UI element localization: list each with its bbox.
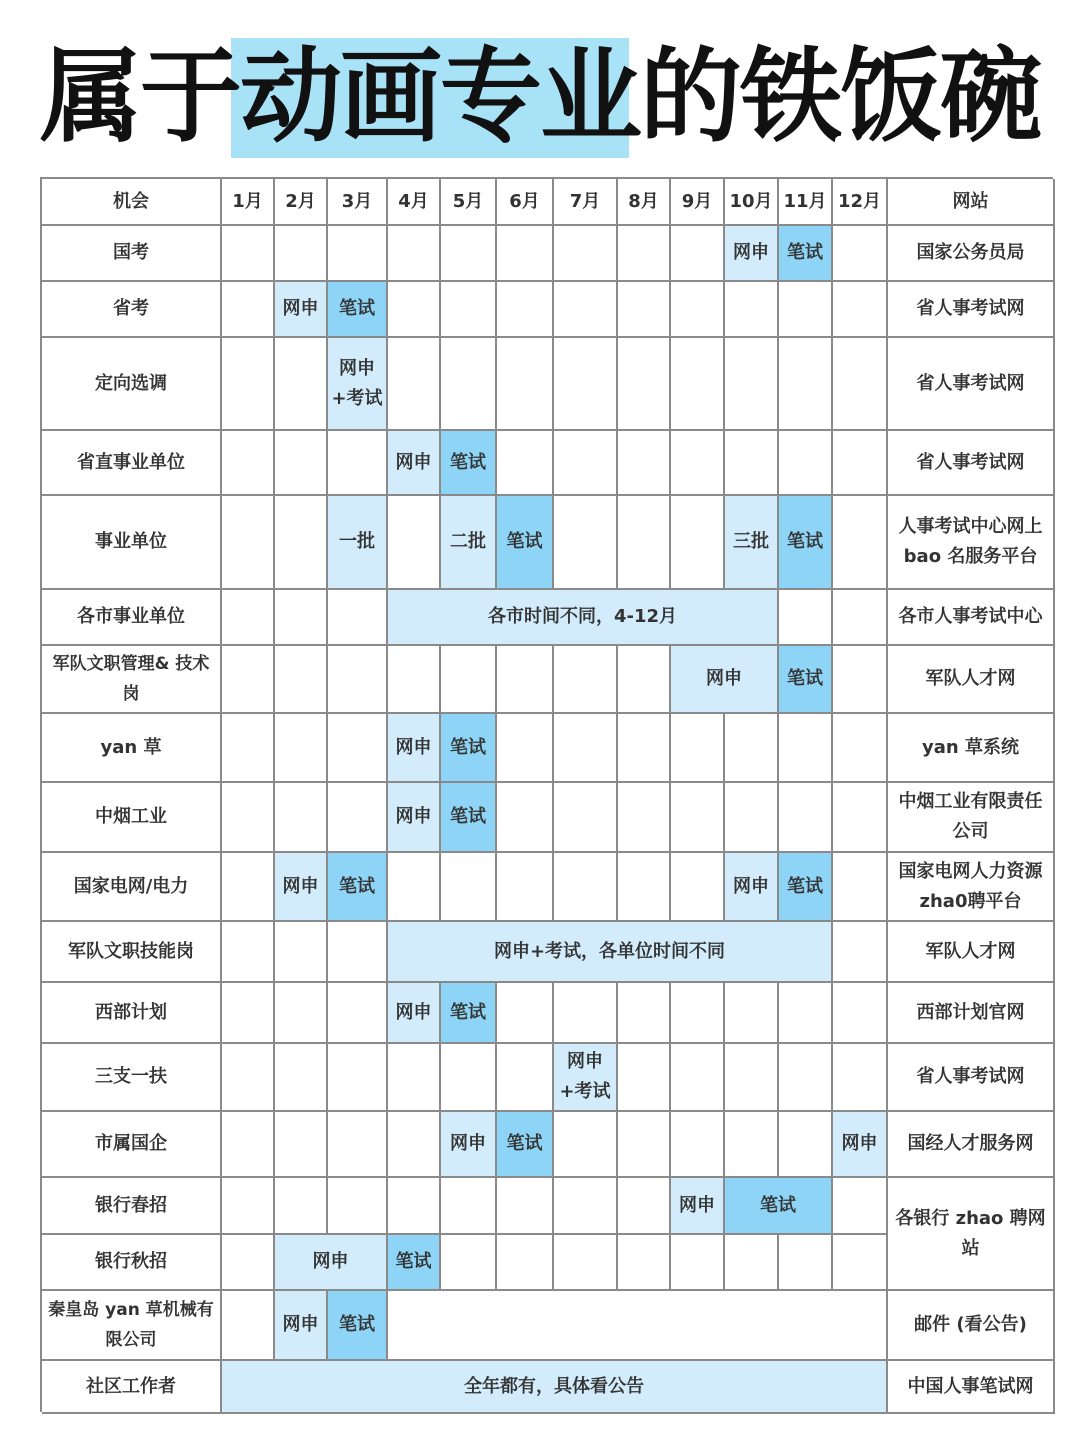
empty-cell — [554, 1178, 618, 1235]
empty-cell — [222, 853, 275, 922]
page-title: 属于动画专业的铁饭碗 — [40, 38, 1040, 157]
empty-cell — [275, 590, 328, 646]
empty-cell — [441, 282, 497, 338]
empty-cell — [725, 983, 779, 1044]
empty-cell — [497, 646, 554, 714]
row-name: 省直事业单位 — [42, 431, 222, 496]
empty-cell — [779, 1235, 833, 1291]
empty-cell — [497, 783, 554, 853]
empty-cell — [833, 496, 888, 590]
empty-cell — [671, 282, 725, 338]
website-cell: 各市人事考试中心 — [888, 590, 1055, 646]
empty-cell — [275, 226, 328, 282]
empty-cell — [618, 853, 671, 922]
empty-cell — [833, 1178, 888, 1235]
schedule-cell: 笔试 — [328, 853, 388, 922]
empty-cell — [671, 983, 725, 1044]
empty-cell — [725, 282, 779, 338]
website-cell: 军队人才网 — [888, 922, 1055, 983]
empty-cell — [833, 983, 888, 1044]
empty-cell — [441, 853, 497, 922]
empty-cell — [497, 1235, 554, 1291]
schedule-cell: 笔试 — [497, 496, 554, 590]
header-month: 9月 — [671, 179, 725, 226]
empty-cell — [833, 714, 888, 783]
empty-cell — [328, 226, 388, 282]
row-name: 市属国企 — [42, 1112, 222, 1178]
empty-cell — [671, 783, 725, 853]
empty-cell — [618, 783, 671, 853]
schedule-cell: 网申 — [388, 983, 441, 1044]
empty-cell — [328, 1112, 388, 1178]
empty-cell — [222, 1235, 275, 1291]
empty-cell — [497, 853, 554, 922]
empty-cell — [328, 714, 388, 783]
website-cell: 西部计划官网 — [888, 983, 1055, 1044]
empty-cell — [328, 1178, 388, 1235]
empty-cell — [554, 1235, 618, 1291]
empty-cell — [388, 496, 441, 590]
website-cell: 国家电网人力资源zha0聘平台 — [888, 853, 1055, 922]
schedule-cell: 笔试 — [441, 714, 497, 783]
empty-cell — [779, 1044, 833, 1112]
row-name: 社区工作者 — [42, 1361, 222, 1414]
empty-cell — [833, 338, 888, 431]
website-cell: 省人事考试网 — [888, 1044, 1055, 1112]
empty-cell — [222, 1044, 275, 1112]
empty-cell — [388, 646, 441, 714]
website-cell: 省人事考试网 — [888, 338, 1055, 431]
empty-cell — [328, 1044, 388, 1112]
empty-cell — [222, 783, 275, 853]
empty-cell — [441, 1235, 497, 1291]
empty-cell — [618, 431, 671, 496]
empty-cell — [222, 431, 275, 496]
empty-cell — [671, 853, 725, 922]
empty-cell — [388, 282, 441, 338]
website-cell: 省人事考试网 — [888, 282, 1055, 338]
row-name: 省考 — [42, 282, 222, 338]
empty-cell — [497, 1178, 554, 1235]
empty-cell — [554, 338, 618, 431]
empty-cell — [554, 1112, 618, 1178]
schedule-cell: 一批 — [328, 496, 388, 590]
empty-cell — [671, 226, 725, 282]
row-name: 银行秋招 — [42, 1235, 222, 1291]
empty-cell — [725, 783, 779, 853]
schedule-cell: 网申 +考试 — [328, 338, 388, 431]
header-website: 网站 — [888, 179, 1055, 226]
empty-cell — [833, 1044, 888, 1112]
empty-cell — [618, 1044, 671, 1112]
empty-cell — [833, 853, 888, 922]
empty-cell — [554, 853, 618, 922]
empty-cell — [388, 338, 441, 431]
empty-cell — [671, 714, 725, 783]
empty-cell — [618, 282, 671, 338]
empty-cell — [441, 1044, 497, 1112]
row-name: 各市事业单位 — [42, 590, 222, 646]
row-name: 军队文职管理& 技术岗 — [42, 646, 222, 714]
schedule-cell: 笔试 — [497, 1112, 554, 1178]
website-cell: 各银行 zhao 聘网站 — [888, 1178, 1055, 1291]
empty-cell — [222, 338, 275, 431]
empty-cell — [779, 983, 833, 1044]
empty-cell — [497, 714, 554, 783]
empty-cell — [328, 922, 388, 983]
empty-cell — [725, 1044, 779, 1112]
website-cell: 中烟工业有限责任公司 — [888, 783, 1055, 853]
header-month: 11月 — [779, 179, 833, 226]
schedule-cell: 网申+考试，各单位时间不同 — [388, 922, 833, 983]
empty-cell — [833, 226, 888, 282]
empty-cell — [497, 1044, 554, 1112]
empty-cell — [725, 714, 779, 783]
empty-cell — [275, 1178, 328, 1235]
empty-cell — [779, 590, 833, 646]
schedule-cell: 网申 +考试 — [554, 1044, 618, 1112]
empty-cell — [441, 226, 497, 282]
empty-cell — [833, 431, 888, 496]
header-month: 4月 — [388, 179, 441, 226]
schedule-cell: 各市时间不同，4-12月 — [388, 590, 779, 646]
row-name: yan 草 — [42, 714, 222, 783]
schedule-cell: 网申 — [388, 783, 441, 853]
empty-cell — [222, 983, 275, 1044]
empty-cell — [328, 783, 388, 853]
empty-cell — [388, 226, 441, 282]
empty-cell — [833, 646, 888, 714]
title-banner — [0, 28, 1080, 168]
empty-cell — [725, 1235, 779, 1291]
empty-cell — [275, 983, 328, 1044]
schedule-cell: 笔试 — [441, 983, 497, 1044]
website-cell: 中国人事笔试网 — [888, 1361, 1055, 1414]
empty-cell — [833, 922, 888, 983]
schedule-cell: 网申 — [671, 646, 779, 714]
header-opportunity: 机会 — [42, 179, 222, 226]
empty-cell — [328, 431, 388, 496]
empty-cell — [779, 714, 833, 783]
header-month: 7月 — [554, 179, 618, 226]
empty-cell — [779, 282, 833, 338]
empty-cell — [441, 1178, 497, 1235]
empty-cell — [388, 1044, 441, 1112]
empty-cell — [779, 783, 833, 853]
row-name: 国考 — [42, 226, 222, 282]
header-month: 2月 — [275, 179, 328, 226]
schedule-table — [40, 177, 1053, 1412]
empty-cell — [554, 282, 618, 338]
row-name: 中烟工业 — [42, 783, 222, 853]
empty-cell — [222, 922, 275, 983]
empty-cell — [222, 646, 275, 714]
empty-cell — [779, 431, 833, 496]
empty-cell — [671, 1044, 725, 1112]
row-name: 定向选调 — [42, 338, 222, 431]
empty-cell — [388, 853, 441, 922]
empty-cell — [554, 714, 618, 783]
row-name: 西部计划 — [42, 983, 222, 1044]
schedule-cell: 网申 — [725, 226, 779, 282]
row-name: 银行春招 — [42, 1178, 222, 1235]
empty-cell — [554, 496, 618, 590]
schedule-cell: 网申 — [671, 1178, 725, 1235]
header-month: 6月 — [497, 179, 554, 226]
empty-cell — [554, 783, 618, 853]
empty-cell — [222, 714, 275, 783]
empty-cell — [497, 338, 554, 431]
empty-cell — [497, 282, 554, 338]
schedule-cell: 三批 — [725, 496, 779, 590]
empty-cell — [275, 714, 328, 783]
empty-cell — [618, 1235, 671, 1291]
empty-cell — [833, 1235, 888, 1291]
empty-cell — [441, 338, 497, 431]
schedule-cell: 网申 — [388, 431, 441, 496]
empty-cell — [222, 282, 275, 338]
header-month: 10月 — [725, 179, 779, 226]
empty-cell — [275, 338, 328, 431]
empty-cell — [554, 983, 618, 1044]
header-month: 3月 — [328, 179, 388, 226]
schedule-cell: 网申 — [275, 282, 328, 338]
website-cell: 国经人才服务网 — [888, 1112, 1055, 1178]
empty-cell — [618, 714, 671, 783]
empty-cell — [222, 1178, 275, 1235]
empty-cell — [671, 338, 725, 431]
row-name: 秦皇岛 yan 草机械有限公司 — [42, 1291, 222, 1361]
header-month: 8月 — [618, 179, 671, 226]
empty-cell — [275, 1044, 328, 1112]
empty-cell — [554, 431, 618, 496]
row-name: 军队文职技能岗 — [42, 922, 222, 983]
empty-cell — [554, 226, 618, 282]
empty-cell — [618, 226, 671, 282]
schedule-cell: 笔试 — [779, 646, 833, 714]
empty-cell — [618, 338, 671, 431]
header-month: 5月 — [441, 179, 497, 226]
empty-cell — [275, 496, 328, 590]
schedule-cell: 网申 — [275, 853, 328, 922]
empty-cell — [275, 1112, 328, 1178]
schedule-cell: 笔试 — [779, 853, 833, 922]
empty-cell — [833, 282, 888, 338]
schedule-cell: 笔试 — [328, 282, 388, 338]
row-name: 三支一扶 — [42, 1044, 222, 1112]
empty-cell — [671, 1112, 725, 1178]
empty-cell — [725, 1112, 779, 1178]
row-name: 国家电网/电力 — [42, 853, 222, 922]
website-cell: 军队人才网 — [888, 646, 1055, 714]
header-month: 12月 — [833, 179, 888, 226]
empty-cell — [671, 1235, 725, 1291]
empty-cell — [497, 226, 554, 282]
empty-cell — [725, 431, 779, 496]
empty-cell — [222, 226, 275, 282]
schedule-cell: 网申 — [275, 1235, 388, 1291]
schedule-cell: 网申 — [725, 853, 779, 922]
empty-cell — [222, 1291, 275, 1361]
schedule-cell: 全年都有，具体看公告 — [222, 1361, 888, 1414]
empty-cell — [388, 1291, 888, 1361]
empty-cell — [618, 1178, 671, 1235]
website-cell: 国家公务员局 — [888, 226, 1055, 282]
empty-cell — [554, 646, 618, 714]
empty-cell — [779, 1112, 833, 1178]
schedule-cell: 网申 — [275, 1291, 328, 1361]
empty-cell — [275, 922, 328, 983]
empty-cell — [671, 496, 725, 590]
header-month: 1月 — [222, 179, 275, 226]
schedule-cell: 笔试 — [441, 431, 497, 496]
empty-cell — [618, 1112, 671, 1178]
empty-cell — [328, 646, 388, 714]
empty-cell — [833, 590, 888, 646]
empty-cell — [275, 431, 328, 496]
empty-cell — [222, 1112, 275, 1178]
empty-cell — [222, 590, 275, 646]
schedule-cell: 笔试 — [441, 783, 497, 853]
empty-cell — [618, 983, 671, 1044]
empty-cell — [671, 431, 725, 496]
schedule-cell: 网申 — [388, 714, 441, 783]
empty-cell — [725, 338, 779, 431]
schedule-cell: 笔试 — [388, 1235, 441, 1291]
empty-cell — [833, 783, 888, 853]
schedule-cell: 笔试 — [779, 496, 833, 590]
empty-cell — [388, 1112, 441, 1178]
empty-cell — [222, 496, 275, 590]
website-cell: 省人事考试网 — [888, 431, 1055, 496]
empty-cell — [618, 496, 671, 590]
schedule-cell: 二批 — [441, 496, 497, 590]
schedule-cell: 网申 — [441, 1112, 497, 1178]
website-cell: yan 草系统 — [888, 714, 1055, 783]
schedule-cell: 网申 — [833, 1112, 888, 1178]
row-name: 事业单位 — [42, 496, 222, 590]
empty-cell — [328, 983, 388, 1044]
empty-cell — [441, 646, 497, 714]
empty-cell — [618, 646, 671, 714]
website-cell: 人事考试中心网上bao 名服务平台 — [888, 496, 1055, 590]
empty-cell — [328, 590, 388, 646]
website-cell: 邮件 (看公告) — [888, 1291, 1055, 1361]
schedule-cell: 笔试 — [328, 1291, 388, 1361]
empty-cell — [388, 1178, 441, 1235]
empty-cell — [779, 338, 833, 431]
schedule-cell: 笔试 — [725, 1178, 833, 1235]
empty-cell — [275, 646, 328, 714]
empty-cell — [497, 983, 554, 1044]
empty-cell — [275, 783, 328, 853]
empty-cell — [497, 431, 554, 496]
schedule-cell: 笔试 — [779, 226, 833, 282]
